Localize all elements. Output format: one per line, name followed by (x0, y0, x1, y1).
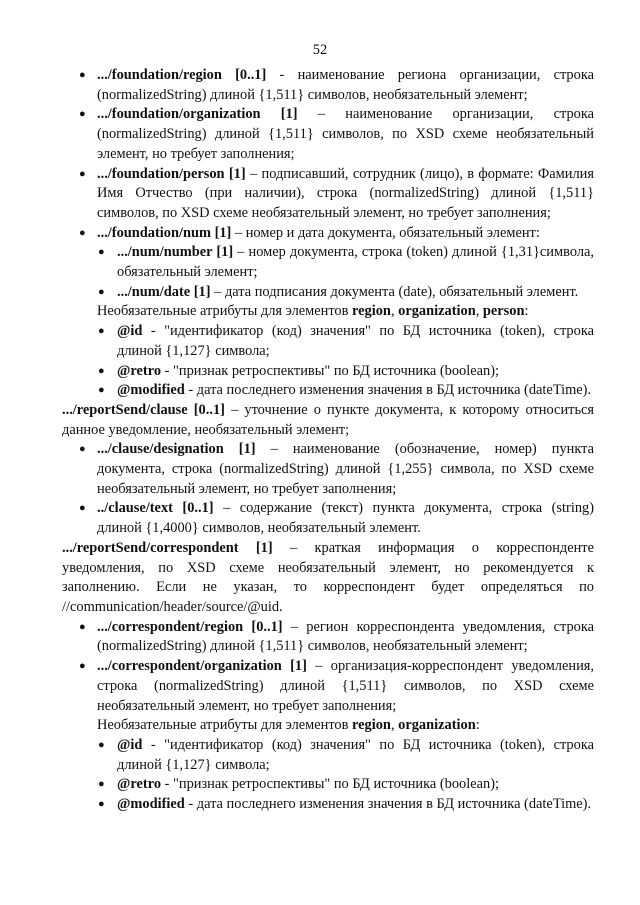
correspondent-list (62, 618, 594, 717)
attribute-description: - "признак ретроспективы" по БД источника (boolean); (161, 362, 500, 379)
bullet-icon: ● (79, 443, 86, 456)
list-item (62, 618, 594, 657)
attribute-name: @retro (117, 776, 162, 793)
bullet-icon: ● (79, 620, 86, 633)
list-item (62, 224, 594, 244)
list-item (62, 499, 594, 538)
document-body (62, 66, 594, 815)
bullet-icon: ● (79, 226, 86, 239)
clause-list (62, 440, 594, 539)
bullet-icon: ● (98, 778, 105, 791)
attribute-description: - дата последнего изменения значения в БД источника (dateTime). (184, 382, 592, 399)
element-description: – наименование (обозначение, номер) пункта документа, строка (normalizedString) длиной {1,255} символа, по XSD схеме необязательный элемент, но требует заполнения; (97, 441, 594, 497)
element-path: .../correspondent/organization [1] (97, 658, 307, 675)
element-path: .../foundation/num [1] (97, 224, 232, 241)
bullet-icon: ● (98, 246, 105, 259)
page-number: 52 (312, 42, 328, 58)
element-path: .../foundation/person [1] (97, 165, 246, 182)
element-path: .../num/date [1] (117, 283, 211, 300)
element-path: .../foundation/organization [1] (97, 106, 298, 123)
element-description: – дата подписания документа (date), обязательный элемент. (210, 283, 579, 300)
element-description: – регион корреспондента уведомления, строка (normalizedString) длиной {1,511} символов, необязательный элемент; (97, 618, 594, 655)
list-item (62, 105, 594, 164)
element-path: .../foundation/region [0..1] (97, 67, 267, 83)
element-description: – номер и дата документа, обязательный элемент: (231, 224, 540, 241)
bullet-icon: ● (98, 325, 105, 338)
bullet-icon: ● (79, 502, 86, 515)
list-item (62, 775, 594, 795)
attribute-name: @retro (117, 362, 162, 379)
bullet-icon: ● (98, 384, 105, 397)
attribute-name: @modified (117, 382, 185, 399)
element-path: .../reportSend/clause [0..1] (62, 401, 225, 418)
attribute-name: @id (117, 323, 143, 340)
list-item (62, 381, 594, 401)
bullet-icon: ● (79, 108, 86, 121)
bullet-icon: ● (79, 167, 86, 180)
element-description: – уточнение о пункте документа, к которому относиться данное уведомление, необязательный элемент; (62, 401, 595, 438)
correspondent-paragraph (62, 539, 594, 618)
attribute-description: - дата последнего изменения значения в БД источника (dateTime). (184, 796, 592, 813)
bullet-icon: ● (79, 69, 86, 81)
element-description: – подписавший, сотрудник (лицо), в формате: Фамилия Имя Отчество (при наличии), строка (normalizedString) длиной {1,511} символов, по XSD схеме необязательный элемент, но требует заполнения; (97, 165, 594, 221)
element-path: .../clause/designation [1] (97, 441, 256, 458)
attribute-description: - "идентификатор (код) значения" по БД источника (token), строка длиной {1,127} символа; (117, 323, 594, 359)
list-item (62, 736, 594, 775)
bullet-icon: ● (98, 798, 105, 811)
bullet-icon: ● (79, 660, 86, 673)
list-item (62, 657, 594, 716)
attributes-list (62, 736, 594, 815)
list-item (62, 440, 594, 499)
bullet-icon: ● (98, 285, 105, 298)
attribute-description: - "идентификатор (код) значения" по БД источника (token), строка длиной {1,127} символа; (117, 736, 594, 773)
bullet-icon: ● (98, 364, 105, 377)
num-sublist (62, 243, 594, 302)
attribute-name: @id (117, 736, 143, 753)
foundation-list (62, 66, 594, 243)
list-item (62, 795, 594, 815)
list-item (62, 165, 594, 224)
list-item (62, 243, 594, 282)
element-path: .../reportSend/correspondent [1] (62, 539, 273, 556)
attribute-name: @modified (117, 796, 185, 813)
element-path: .../num/number [1] (117, 244, 234, 261)
attributes-note: Необязательные атрибуты для элементов region, organization, person: (97, 303, 529, 320)
element-description: – организация-корреспондент уведомления, строка (normalizedString) длиной {1,511} символов, по XSD схеме необязательный элемент, но требует заполнения; (97, 658, 594, 714)
element-description: – краткая информация о корреспонденте уведомления, по XSD схеме необязательный элемент, но рекомендуется к заполнению. Если не указан, то корреспондент будет определяться по //communication/header/source/@uid. (62, 539, 594, 615)
bullet-icon: ● (98, 738, 105, 751)
element-description: - наименование региона организации, строка (normalizedString) длиной {1,511} символов, необязательный элемент; (97, 67, 594, 103)
element-path: ../clause/text [0..1] (97, 500, 214, 517)
element-description: – наименование организации, строка (normalizedString) длиной {1,511} символов, по XSD схеме необязательный элемент, но требует заполнения; (97, 106, 594, 162)
list-item (62, 362, 594, 382)
attribute-description: - "признак ретроспективы" по БД источника (boolean); (161, 776, 500, 793)
list-item (62, 66, 594, 105)
list-item (62, 322, 594, 361)
attributes-list (62, 322, 594, 401)
clause-paragraph (62, 401, 594, 440)
element-description: – содержание (текст) пункта документа, строка (string) длиной {1,4000} символов, необязательный элемент. (97, 500, 594, 537)
element-path: .../correspondent/region [0..1] (97, 618, 283, 635)
attributes-note: Необязательные атрибуты для элементов region, organization: (97, 717, 480, 734)
list-item (62, 283, 594, 303)
element-description: – номер документа, строка (token) длиной {1,31}символа, обязательный элемент; (117, 244, 594, 281)
